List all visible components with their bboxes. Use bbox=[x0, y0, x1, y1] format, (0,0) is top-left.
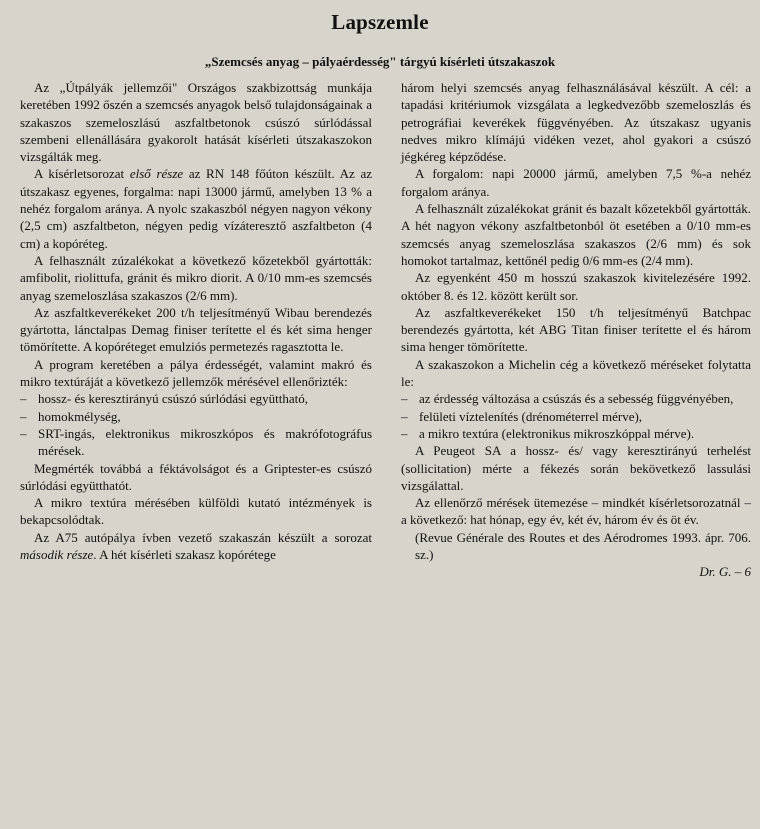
list-item: – SRT-ingás, elektronikus mikroszkópos és makrófotográfus mérések. bbox=[20, 425, 372, 460]
right-column bbox=[401, 79, 751, 581]
list-item: – homokmélység, bbox=[20, 408, 372, 425]
emphasis-text: második része bbox=[20, 547, 94, 563]
paragraph: Az „Útpályák jellemzői" Országos szakbizottság munkája keretében 1992 őszén a szemcsés anyagok belső tulajdonságainak a szakaszos szemeloszlású aszfaltbetonok csúszó súrlódással szembeni ellenállására gyakorolt hatását kísérleti útszakaszokon vizsgálták meg. bbox=[20, 80, 372, 165]
paragraph: A szakaszokon a Michelin cég a következő méréseket folytatta le: bbox=[401, 356, 751, 390]
paragraph: A Peugeot SA a hossz- és/ vagy keresztirányú terhelést (sollicitation) mérte a fékezés során bekövetkező lassulási vizsgálattal. bbox=[401, 443, 751, 493]
list-item: – az érdesség változása a csúszás és a sebesség függvényében, bbox=[401, 390, 751, 407]
paragraph: Az aszfaltkeverékeket 150 t/h teljesítményű Batchpac berendezés gyártotta, két ABG Titan finiser terítette el és három sima henger tömörítette. bbox=[401, 304, 751, 355]
paragraph: A program keretében a pálya érdességét, valamint makró és mikro textúráját a következő jellemzők mérésével ellenőrizték: bbox=[20, 356, 372, 390]
paragraph: Megmérték továbbá a féktávolságot és a Griptester-es csúszó súrlódási együtthatót. bbox=[20, 460, 372, 493]
page-title: Lapszemle bbox=[331, 10, 429, 34]
paragraph bbox=[20, 165, 372, 251]
paragraph-continued: három helyi szemcsés anyag felhasználásával készült. A cél: a tapadási kritériumok vizsgálata a legkedvezőbb szemeloszlás és petrográfiai keverékek függvényében. Az útszakasz ugyanis nedves mikro klímájú vidéken vezet, ahol gyakori a csúszó jégkéreg képződése. bbox=[401, 80, 751, 165]
author-signature: Dr. G. – 6 bbox=[699, 564, 751, 580]
paragraph: Az ellenőrző mérések ütemezése – mindkét kísérletsorozatnál – a következő: hat hónap, egy év, két év, három év és öt év. bbox=[401, 495, 751, 528]
paragraph-text: Az A75 autópálya ívben vezető szakaszán készült a sorozat bbox=[34, 529, 372, 545]
left-column bbox=[20, 79, 372, 563]
paragraph: A mikro textúra mérésében külföldi kutató intézmények is bekapcsolódtak. bbox=[20, 495, 372, 528]
paragraph: A felhasznált zúzalékokat gránit és bazalt kőzetekből gyártották. A hét nagyon vékony aszfaltbetonból öt esetében a 0/10 mm-es szemcsés anyag szemeloszlása szakaszos (2/6 mm) és sok homokot tartalmaz, kettőnél pedig 0/6 mm-es (2/4 mm). bbox=[401, 201, 751, 268]
source-reference: (Revue Générale des Routes et des Aérodromes 1993. ápr. 706. sz.) bbox=[415, 529, 751, 563]
emphasis-text: első része bbox=[129, 166, 184, 182]
article-title: „Szemcsés anyag – pályaérdesség" tárgyú kísérleti útszakaszok bbox=[204, 54, 556, 69]
list-item: – a mikro textúra (elektronikus mikroszkóppal mérve). bbox=[401, 425, 751, 442]
paragraph: A felhasznált zúzalékokat a következő kőzetekből gyártották: amfibolit, riolittufa, gránit és mikro diorit. A 0/10 mm-es szemcsés anyag szemeloszlása szakaszos (2/6 mm). bbox=[20, 252, 372, 303]
list-item: – felületi víztelenítés (drénométerrel mérve), bbox=[401, 408, 751, 425]
paragraph: A forgalom: napi 20000 jármű, amelyben 7,5 %-a nehéz forgalom aránya. bbox=[401, 166, 751, 199]
paragraph-text: az RN 148 főúton készült. Az az útszakasz egyenes, forgalma: napi 13000 jármű, amelyben 13 % a nehéz forgalom aránya. A nyolc szakaszból négyen nagyon vékony (2,5 cm) aszfaltbeton, négyen pedig vízáteresztő aszfaltbeton (4 cm) a kopóréteg. bbox=[20, 166, 372, 251]
paragraph-text: . A hét kísérleti szakasz kopórétege bbox=[93, 547, 276, 563]
paragraph-text: A kísérletsorozat bbox=[34, 166, 130, 182]
paragraph bbox=[20, 529, 372, 564]
paragraph: Az egyenként 450 m hosszú szakaszok kivitelezésére 1992. október 8. és 12. között került sor. bbox=[401, 270, 751, 303]
list-item: – hossz- és keresztirányú csúszó súrlódási együttható, bbox=[20, 390, 372, 407]
paragraph: Az aszfaltkeverékeket 200 t/h teljesítményű Wibau berendezés gyártotta, lánctalpas Demag finiser terítette el és két sima henger tömörítette. A kopóréteget emulziós permetezés ragasztotta le. bbox=[20, 304, 372, 355]
